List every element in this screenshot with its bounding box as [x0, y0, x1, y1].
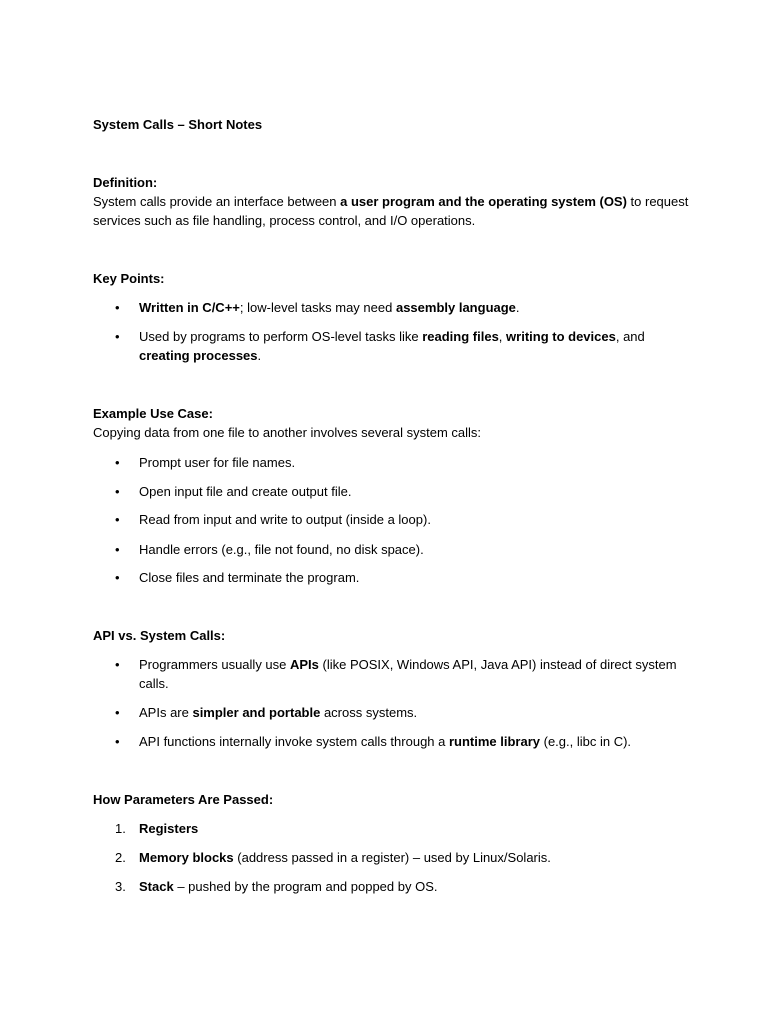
example-heading: Example Use Case: [93, 406, 213, 421]
text: , and [615, 329, 645, 344]
example-list [93, 510, 693, 529]
list-item [93, 327, 693, 365]
list-item [93, 510, 693, 529]
text: (e.g., libc in C). [540, 734, 632, 749]
bold-text: Stack [139, 879, 174, 894]
example-intro: Copying data from one file to another involves several system calls: [93, 425, 482, 440]
bullet-icon: • [115, 705, 120, 720]
bold-text: simpler and portable [192, 705, 321, 720]
api-heading: API vs. System Calls: [93, 628, 226, 643]
text: Handle errors (e.g., file not found, no disk space). [139, 542, 424, 557]
text: Programmers usually use [139, 657, 290, 672]
text: Close files and terminate the program. [139, 570, 360, 585]
text: (like POSIX, Windows API, Java API) instead of direct system calls. [139, 657, 677, 691]
text: . [515, 300, 520, 315]
list-item [93, 298, 693, 317]
bullet-icon: • [115, 657, 120, 672]
definition-bold: a user program and the operating system (OS) [340, 194, 627, 209]
bold-text: Written in C/C++ [139, 300, 240, 315]
bold-text: reading files [422, 329, 499, 344]
definition-text-part: to request services such as file handling, process control, and I/O operations. [93, 194, 689, 228]
list-item [93, 655, 693, 693]
text: (address passed in a register) – used by Linux/Solaris. [233, 850, 551, 865]
document-title: System Calls – Short Notes [93, 117, 263, 132]
text: across systems. [320, 705, 418, 720]
key-points-heading: Key Points: [93, 271, 165, 286]
bullet-icon: • [115, 512, 120, 527]
list-number: 1. [115, 821, 126, 836]
bold-text: writing to devices [506, 329, 616, 344]
text: ; low-level tasks may need [239, 300, 396, 315]
list-item [93, 540, 693, 559]
params-list [93, 877, 693, 896]
definition-text [93, 192, 693, 230]
key-points-list [93, 298, 693, 317]
bullet-icon: • [115, 329, 120, 344]
list-item [93, 568, 693, 587]
list-item [93, 877, 693, 896]
list-number: 2. [115, 850, 126, 865]
text: , [498, 329, 507, 344]
list-item [93, 732, 693, 751]
api-list [93, 703, 693, 722]
text: Used by programs to perform OS-level tasks like [139, 329, 423, 344]
list-item [93, 453, 693, 472]
bold-text: Registers [139, 821, 199, 836]
example-list [93, 482, 693, 501]
definition-text-part: System calls provide an interface between [93, 194, 341, 209]
list-item [93, 819, 693, 838]
key-points-list [93, 327, 693, 365]
params-list [93, 848, 693, 867]
list-item [93, 848, 693, 867]
params-list [93, 819, 693, 838]
text: Prompt user for file names. [139, 455, 296, 470]
params-heading: How Parameters Are Passed: [93, 792, 274, 807]
text: APIs are [139, 705, 193, 720]
bullet-icon: • [115, 484, 120, 499]
api-list [93, 732, 693, 751]
bold-text: assembly language [395, 300, 516, 315]
example-list [93, 453, 693, 472]
definition-heading: Definition: [93, 175, 158, 190]
example-list [93, 540, 693, 559]
text: API functions internally invoke system calls through a [139, 734, 449, 749]
list-item [93, 482, 693, 501]
bold-text: Memory blocks [139, 850, 234, 865]
bullet-icon: • [115, 455, 120, 470]
example-list [93, 568, 693, 587]
text: Open input file and create output file. [139, 484, 352, 499]
text: . [257, 348, 262, 363]
list-item [93, 703, 693, 722]
api-list [93, 655, 693, 693]
text: – pushed by the program and popped by OS. [173, 879, 438, 894]
bullet-icon: • [115, 734, 120, 749]
text: Read from input and write to output (inside a loop). [139, 512, 431, 527]
bullet-icon: • [115, 300, 120, 315]
bold-text: APIs [290, 657, 319, 672]
bold-text: runtime library [448, 734, 541, 749]
list-number: 3. [115, 879, 126, 894]
bold-text: creating processes [139, 348, 258, 363]
bullet-icon: • [115, 570, 120, 585]
bullet-icon: • [115, 542, 120, 557]
